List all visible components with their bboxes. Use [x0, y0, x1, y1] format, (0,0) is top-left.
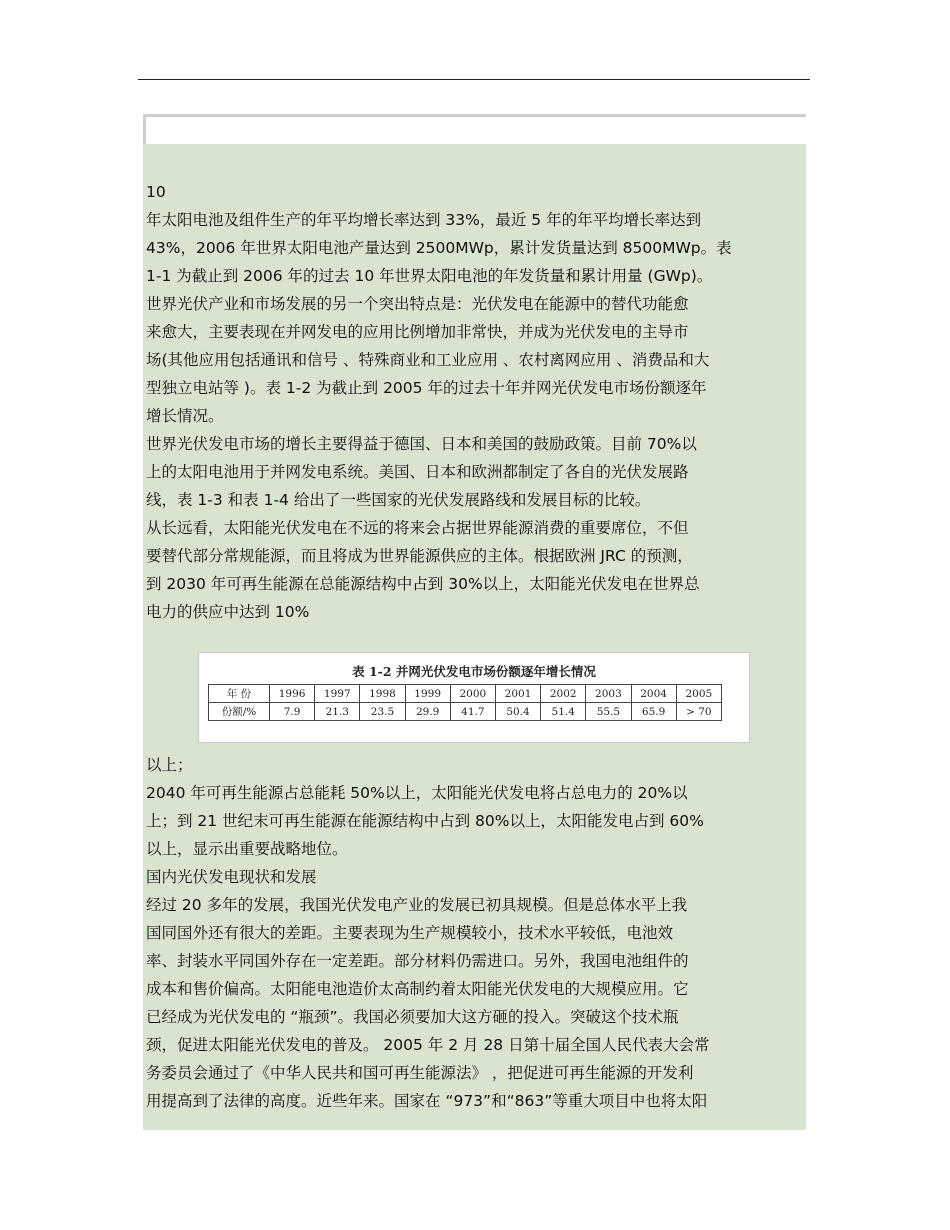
share-cell: > 70 — [676, 703, 721, 721]
text-line: 2040 年可再生能源占总能耗 50%以上，太阳能光伏发电将占总电力的 20%以 — [146, 784, 688, 802]
table-row-shares — [209, 703, 722, 721]
share-cell: 23.5 — [360, 703, 405, 721]
text-line: 来愈大，主要表现在并网发电的应用比例增加非常快，并成为光伏发电的主导市 — [146, 323, 689, 341]
text-line: 已经成为光伏发电的 “瓶颈”。我国必须要加大这方砸的投入。突破这个技术瓶 — [146, 1008, 679, 1026]
body-text-bottom — [146, 751, 806, 1115]
text-line: 率、封装水平同国外存在一定差距。部分材料仍需进口。另外，我国电池组件的 — [146, 952, 689, 970]
text-line: 型独立电站等 )。表 1-2 为截止到 2005 年的过去十年并网光伏发电市场份额逐年 — [146, 379, 707, 397]
share-cell: 65.9 — [631, 703, 676, 721]
year-cell: 2002 — [541, 685, 586, 703]
text-line: 以上； — [146, 756, 193, 774]
text-line: 用提高到了法律的高度。近些年来。国家在 “973”和“863”等重大项目中也将太阳 — [146, 1092, 708, 1110]
text-line: 上；到 21 世纪末可再生能源在能源结构中占到 80%以上，太阳能发电占到 60% — [146, 812, 704, 830]
table-figure — [198, 652, 750, 743]
text-line: 线，表 1-3 和表 1-4 给出了一些国家的光伏发展路线和发展目标的比较。 — [146, 491, 651, 509]
year-cell: 1998 — [360, 685, 405, 703]
table-row-years — [209, 685, 722, 703]
year-cell: 2003 — [586, 685, 631, 703]
text-line: 国同国外还有很大的差距。主要表现为生产规模较小，技术水平较低，电池效 — [146, 924, 674, 942]
text-line: 成本和售价偏高。太阳能电池造价太高制约着太阳能光伏发电的大规模应用。它 — [146, 980, 689, 998]
text-line: 世界光伏产业和市场发展的另一个突出特点是：光伏发电在能源中的替代功能愈 — [146, 295, 689, 313]
text-line: 经过 20 多年的发展，我国光伏发电产业的发展已初具规模。但是总体水平上我 — [146, 896, 688, 914]
text-line: 世界光伏发电市场的增长主要得益于德国、日本和美国的鼓励政策。目前 70%以 — [146, 435, 697, 453]
year-cell: 1999 — [405, 685, 450, 703]
text-line: 10 — [146, 183, 166, 201]
table-caption: 表 1-2 并网光伏发电市场份额逐年增长情况 — [352, 664, 596, 679]
year-cell: 2000 — [450, 685, 495, 703]
text-line: 增长情况。 — [146, 407, 224, 425]
row-header-share: 份额/% — [209, 703, 270, 721]
year-cell: 2001 — [495, 685, 540, 703]
share-cell: 50.4 — [495, 703, 540, 721]
share-cell: 21.3 — [315, 703, 360, 721]
text-line: 要替代部分常规能源，而且将成为世界能源供应的主体。根据欧洲 JRC 的预测， — [146, 547, 693, 565]
year-cell: 2005 — [676, 685, 721, 703]
year-cell: 1996 — [270, 685, 315, 703]
year-cell: 2004 — [631, 685, 676, 703]
body-text-top — [146, 178, 806, 626]
text-line: 43%，2006 年世界太阳电池产量达到 2500MWp，累计发货量达到 8500MWp。表 — [146, 239, 732, 257]
header-rule — [138, 79, 810, 80]
year-cell: 1997 — [315, 685, 360, 703]
market-share-table — [208, 684, 722, 721]
row-header-year: 年 份 — [209, 685, 270, 703]
share-cell: 41.7 — [450, 703, 495, 721]
share-cell: 7.9 — [270, 703, 315, 721]
text-line: 颈，促进太阳能光伏发电的普及。 2005 年 2 月 28 日第十届全国人民代表大会常 — [146, 1036, 710, 1054]
text-line: 场(其他应用包括通讯和信号 、特殊商业和工业应用 、农村离网应用 、消费品和大 — [146, 351, 710, 369]
text-line: 以上，显示出重要战略地位。 — [146, 840, 348, 858]
text-line: 到 2030 年可再生能源在总能源结构中占到 30%以上，太阳能光伏发电在世界总 — [146, 575, 700, 593]
section-heading: 国内光伏发电现状和发展 — [146, 868, 317, 886]
text-line: 从长远看，太阳能光伏发电在不远的将来会占据世界能源消费的重要席位，不但 — [146, 519, 689, 537]
panel-top-strip — [143, 114, 806, 144]
text-line: 1-1 为截止到 2006 年的过去 10 年世界太阳电池的年发货量和累计用量 (GWp)。 — [146, 267, 713, 285]
text-line: 务委员会通过了《中华人民共和国可再生能源法》 ，把促进可再生能源的开发利 — [146, 1064, 694, 1082]
share-cell: 29.9 — [405, 703, 450, 721]
text-line: 上的太阳电池用于并网发电系统。美国、日本和欧洲都制定了各自的光伏发展路 — [146, 463, 689, 481]
share-cell: 51.4 — [541, 703, 586, 721]
text-line: 年太阳电池及组件生产的年平均增长率达到 33%，最近 5 年的年平均增长率达到 — [146, 211, 702, 229]
text-line: 电力的供应中达到 10% — [146, 603, 310, 621]
share-cell: 55.5 — [586, 703, 631, 721]
